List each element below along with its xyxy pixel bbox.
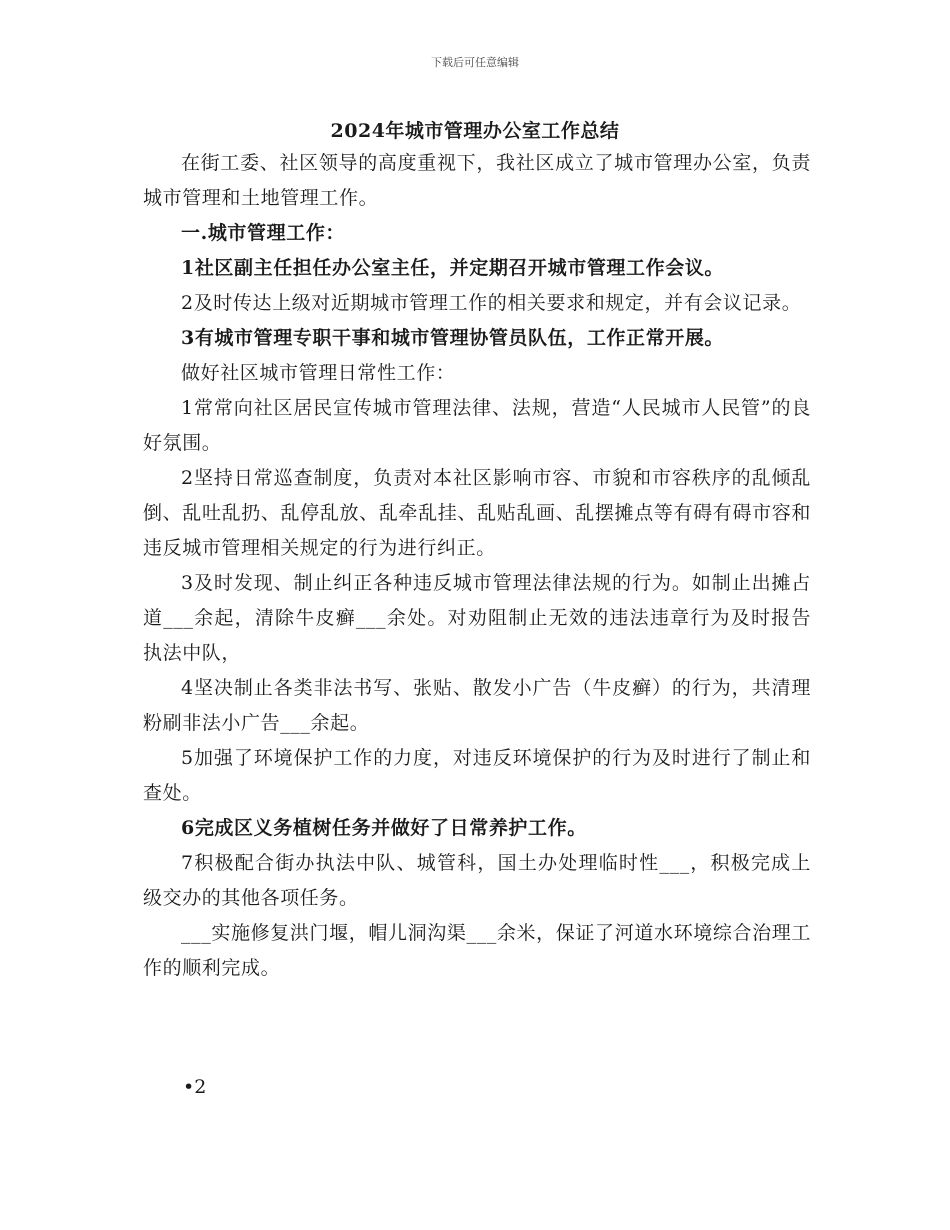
paragraph-intro: 在街工委、社区领导的高度重视下，我社区成立了城市管理办公室，负责城市管理和土地管理工作。 bbox=[143, 152, 811, 209]
paragraph-item: 2坚持日常巡查制度，负责对本社区影响市容、市貌和市容秩序的乱倾乱倒、乱吐乱扔、乱停乱放、乱牵乱挂、乱贴乱画、乱摆摊点等有碍有碍市容和违反城市管理相关规定的行为进行纠正。 bbox=[143, 467, 811, 559]
paragraph-item: 4坚决制止各类非法书写、张贴、散发小广告（牛皮癣）的行为，共清理粉刷非法小广告___余起。 bbox=[143, 677, 811, 734]
paragraph-item: 5加强了环境保护工作的力度，对违反环境保护的行为及时进行了制止和查处。 bbox=[143, 747, 811, 804]
paragraph-item: 7积极配合街办执法中队、城管科，国土办处理临时性___，积极完成上级交办的其他各项任务。 bbox=[143, 852, 811, 909]
page-number: •2 bbox=[183, 1076, 207, 1098]
paragraph-item: 1社区副主任担任办公室主任，并定期召开城市管理工作会议。 bbox=[181, 257, 725, 279]
paragraph-item: 3及时发现、制止纠正各种违反城市管理法律法规的行为。如制止出摊占道___余起，清除牛皮癣___余处。对劝阻制止无效的违法违章行为及时报告执法中队， bbox=[143, 572, 811, 664]
section-heading-urban-management: 一.城市管理工作： bbox=[181, 222, 346, 244]
document-body bbox=[143, 146, 811, 986]
paragraph-item: 6完成区义务植树任务并做好了日常养护工作。 bbox=[181, 817, 587, 839]
paragraph-item: 1常常向社区居民宣传城市管理法律、法规，营造“人民城市人民管”的良好氛围。 bbox=[143, 397, 811, 454]
paragraph-item: ___实施修复洪门堰，帽儿洞沟渠___余米，保证了河道水环境综合治理工作的顺利完成。 bbox=[143, 922, 811, 979]
paragraph-item: 2及时传达上级对近期城市管理工作的相关要求和规定，并有会议记录。 bbox=[181, 292, 802, 314]
document-title: 2024年城市管理办公室工作总结 bbox=[330, 120, 620, 142]
paragraph-item: 3有城市管理专职干事和城市管理协管员队伍，工作正常开展。 bbox=[181, 327, 725, 349]
header-note: 下载后可任意编辑 bbox=[431, 56, 519, 69]
paragraph-subheading: 做好社区城市管理日常性工作： bbox=[181, 362, 456, 384]
